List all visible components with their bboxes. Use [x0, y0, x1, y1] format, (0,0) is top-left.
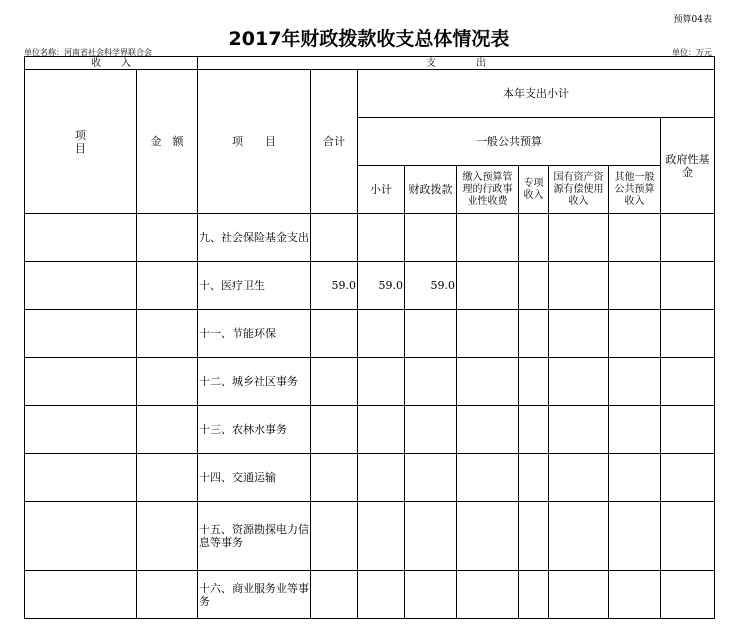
fiscal-cell	[405, 502, 457, 571]
special-income-cell	[519, 502, 549, 571]
total-header: 合计	[311, 70, 358, 214]
gov-fund-cell	[661, 406, 715, 454]
total-cell	[311, 502, 358, 571]
income-item-cell	[25, 454, 137, 502]
admin-fees-header: 缴入预算管理的行政事业性收费	[457, 166, 519, 214]
fiscal-cell	[405, 310, 457, 358]
subtotal-cell: 59.0	[358, 262, 405, 310]
amount-cell	[137, 454, 198, 502]
admin-fees-cell	[457, 310, 519, 358]
total-cell	[311, 310, 358, 358]
income-item-cell	[25, 502, 137, 571]
state-asset-cell	[549, 571, 609, 619]
expense-header: 支 出	[198, 57, 715, 70]
expense-item-cell: 十三、农林水事务	[198, 406, 311, 454]
header-row-1	[25, 70, 715, 118]
subtotal-cell	[358, 502, 405, 571]
amount-cell	[137, 262, 198, 310]
fiscal-cell: 59.0	[405, 262, 457, 310]
admin-fees-cell	[457, 214, 519, 262]
state-asset-header: 国有资产资源有偿使用收入	[549, 166, 609, 214]
subtotal-cell	[358, 406, 405, 454]
total-cell	[311, 358, 358, 406]
expense-item-header: 项 目	[198, 70, 311, 214]
special-income-header: 专项收入	[519, 166, 549, 214]
admin-fees-cell	[457, 502, 519, 571]
state-asset-cell	[549, 262, 609, 310]
table-row	[25, 214, 715, 262]
amount-cell	[137, 502, 198, 571]
state-asset-cell	[549, 406, 609, 454]
table-row	[25, 454, 715, 502]
gov-fund-cell	[661, 502, 715, 571]
gov-fund-cell	[661, 310, 715, 358]
subtotal-cell	[358, 358, 405, 406]
special-income-cell	[519, 262, 549, 310]
other-general-cell	[609, 214, 661, 262]
other-general-cell	[609, 454, 661, 502]
currency-unit: 单位：万元	[672, 48, 712, 57]
gov-fund-cell	[661, 454, 715, 502]
state-asset-cell	[549, 310, 609, 358]
special-income-cell	[519, 571, 549, 619]
income-header: 收 入	[25, 57, 198, 70]
amount-cell	[137, 310, 198, 358]
other-general-cell	[609, 502, 661, 571]
table-row	[25, 502, 715, 571]
gov-fund-header: 政府性基金	[661, 118, 715, 214]
special-income-cell	[519, 358, 549, 406]
subtotal-cell	[358, 454, 405, 502]
total-cell	[311, 406, 358, 454]
total-cell	[311, 571, 358, 619]
admin-fees-cell	[457, 262, 519, 310]
gov-fund-cell	[661, 358, 715, 406]
other-general-cell	[609, 406, 661, 454]
fiscal-cell	[405, 214, 457, 262]
income-item-cell	[25, 358, 137, 406]
amount-cell	[137, 571, 198, 619]
other-general-cell	[609, 358, 661, 406]
gov-fund-cell	[661, 214, 715, 262]
table-row	[25, 358, 715, 406]
admin-fees-cell	[457, 571, 519, 619]
fiscal-cell	[405, 406, 457, 454]
other-general-header: 其他一般公共预算收入	[609, 166, 661, 214]
expense-item-cell: 十六、商业服务业等事务	[198, 571, 311, 619]
expense-item-cell: 十五、资源勘探电力信息等事务	[198, 502, 311, 571]
state-asset-cell	[549, 214, 609, 262]
expense-item-cell: 九、社会保险基金支出	[198, 214, 311, 262]
state-asset-cell	[549, 454, 609, 502]
fiscal-header: 财政拨款	[405, 166, 457, 214]
income-item-cell	[25, 406, 137, 454]
special-income-cell	[519, 454, 549, 502]
amount-header: 金 额	[137, 70, 198, 214]
subtotal-cell	[358, 571, 405, 619]
section-header-row	[25, 57, 715, 70]
total-cell	[311, 214, 358, 262]
general-budget-header: 一般公共预算	[358, 118, 661, 166]
income-item-header: 项 目	[25, 70, 137, 214]
other-general-cell	[609, 262, 661, 310]
expense-item-cell: 十、医疗卫生	[198, 262, 311, 310]
state-asset-cell	[549, 502, 609, 571]
form-number: 预算04表	[673, 15, 712, 25]
table-row	[25, 310, 715, 358]
admin-fees-cell	[457, 406, 519, 454]
fiscal-cell	[405, 358, 457, 406]
budget-table	[24, 56, 715, 619]
admin-fees-cell	[457, 358, 519, 406]
amount-cell	[137, 406, 198, 454]
expense-item-cell: 十一、节能环保	[198, 310, 311, 358]
special-income-cell	[519, 406, 549, 454]
table-row	[25, 262, 715, 310]
table-row	[25, 571, 715, 619]
expense-item-cell: 十四、交通运输	[198, 454, 311, 502]
other-general-cell	[609, 571, 661, 619]
income-item-cell	[25, 571, 137, 619]
amount-cell	[137, 358, 198, 406]
subtotal-cell	[358, 214, 405, 262]
fiscal-cell	[405, 454, 457, 502]
page-title: 2017年财政拨款收支总体情况表	[228, 28, 510, 50]
total-cell: 59.0	[311, 262, 358, 310]
fiscal-cell	[405, 571, 457, 619]
amount-cell	[137, 214, 198, 262]
other-general-cell	[609, 310, 661, 358]
subtotal-cell	[358, 310, 405, 358]
special-income-cell	[519, 310, 549, 358]
income-item-cell	[25, 214, 137, 262]
gov-fund-cell	[661, 571, 715, 619]
state-asset-cell	[549, 358, 609, 406]
unit-name: 单位名称：河南省社会科学界联合会	[24, 48, 152, 57]
table-row	[25, 406, 715, 454]
income-item-cell	[25, 262, 137, 310]
subtotal-header: 小计	[358, 166, 405, 214]
special-income-cell	[519, 214, 549, 262]
income-item-cell	[25, 310, 137, 358]
total-cell	[311, 454, 358, 502]
admin-fees-cell	[457, 454, 519, 502]
expense-item-cell: 十二、城乡社区事务	[198, 358, 311, 406]
gov-fund-cell	[661, 262, 715, 310]
year-subtotal-header: 本年支出小计	[358, 70, 715, 118]
